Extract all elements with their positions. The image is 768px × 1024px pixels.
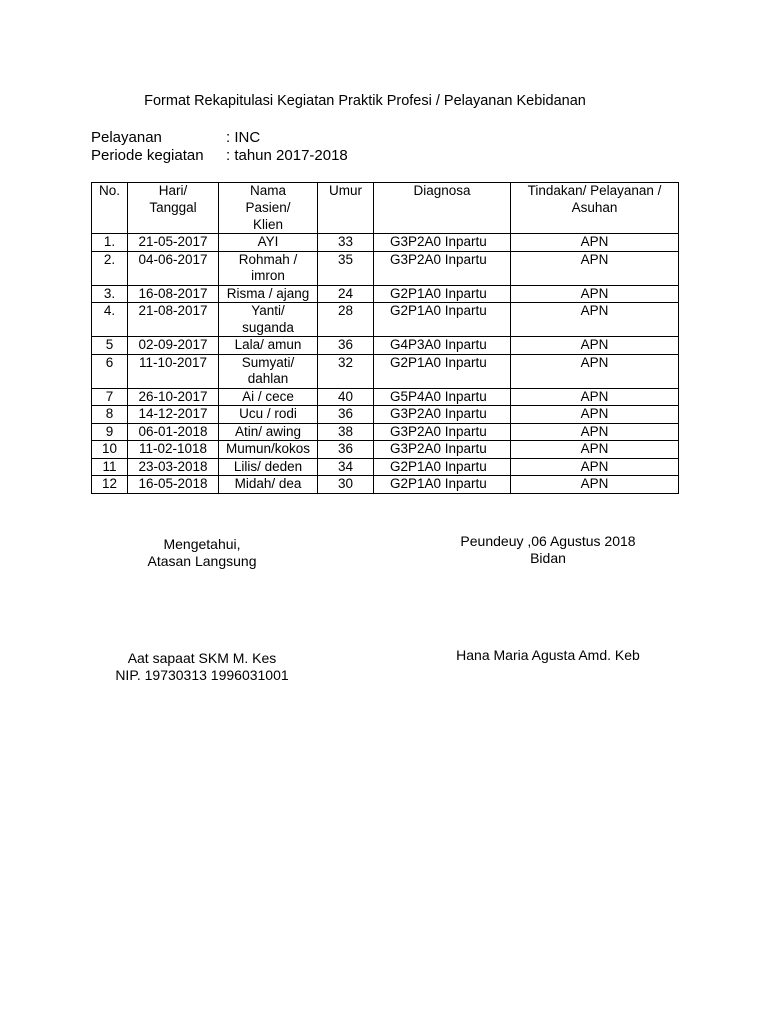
pelayanan-label: Pelayanan — [91, 129, 162, 146]
cell-diagnosa: G3P2A0 Inpartu — [374, 406, 511, 424]
cell-umur: 40 — [318, 388, 374, 406]
cell-no: 3. — [92, 285, 128, 303]
cell-no: 4. — [92, 303, 128, 337]
cell-tindakan: APN — [511, 458, 679, 476]
cell-nama: Midah/ dea — [219, 476, 318, 494]
header-no: No. — [92, 183, 128, 234]
cell-tindakan: APN — [511, 476, 679, 494]
atasan-langsung-text: Atasan Langsung — [147, 553, 257, 569]
cell-umur: 24 — [318, 285, 374, 303]
cell-tindakan: APN — [511, 234, 679, 252]
cell-umur: 35 — [318, 251, 374, 285]
cell-tindakan: APN — [511, 354, 679, 388]
document-title: Format Rekapitulasi Kegiatan Praktik Profesi / Pelayanan Kebidanan — [144, 93, 586, 109]
signature-left-heading — [102, 536, 302, 570]
table-row — [92, 234, 679, 252]
cell-tindakan: APN — [511, 406, 679, 424]
signature-right-name-block — [428, 647, 668, 664]
cell-tindakan: APN — [511, 423, 679, 441]
mengetahui-text: Mengetahui, — [163, 536, 241, 552]
cell-tanggal: 11-10-2017 — [128, 354, 219, 388]
pelayanan-value: : INC — [226, 129, 261, 146]
header-diagnosa: Diagnosa — [374, 183, 511, 234]
cell-diagnosa: G5P4A0 Inpartu — [374, 388, 511, 406]
table-row — [92, 285, 679, 303]
table-row — [92, 388, 679, 406]
cell-diagnosa: G3P2A0 Inpartu — [374, 441, 511, 459]
table-row — [92, 476, 679, 494]
cell-umur: 36 — [318, 441, 374, 459]
cell-umur: 28 — [318, 303, 374, 337]
cell-nama: Ai / cece — [219, 388, 318, 406]
cell-no: 10 — [92, 441, 128, 459]
cell-diagnosa: G3P2A0 Inpartu — [374, 423, 511, 441]
cell-nama: Lilis/ deden — [219, 458, 318, 476]
cell-no: 12 — [92, 476, 128, 494]
header-hari-tanggal: Hari/ Tanggal — [128, 183, 219, 234]
cell-nama: Rohmah / imron — [219, 251, 318, 285]
atasan-nip: NIP. 19730313 1996031001 — [115, 667, 289, 683]
cell-diagnosa: G2P1A0 Inpartu — [374, 458, 511, 476]
cell-tanggal: 04-06-2017 — [128, 251, 219, 285]
cell-tindakan: APN — [511, 441, 679, 459]
cell-umur: 36 — [318, 406, 374, 424]
cell-tanggal: 06-01-2018 — [128, 423, 219, 441]
cell-no: 9 — [92, 423, 128, 441]
table-row — [92, 423, 679, 441]
cell-nama: Atin/ awing — [219, 423, 318, 441]
table-row — [92, 354, 679, 388]
cell-tanggal: 26-10-2017 — [128, 388, 219, 406]
atasan-name: Aat sapaat SKM M. Kes — [127, 650, 277, 666]
cell-diagnosa: G2P1A0 Inpartu — [374, 285, 511, 303]
cell-tanggal: 21-08-2017 — [128, 303, 219, 337]
header-nama-pasien: Nama Pasien/ Klien — [219, 183, 318, 234]
cell-nama: Risma / ajang — [219, 285, 318, 303]
cell-umur: 34 — [318, 458, 374, 476]
cell-tanggal: 11-02-1018 — [128, 441, 219, 459]
cell-tanggal: 16-08-2017 — [128, 285, 219, 303]
table-row — [92, 441, 679, 459]
header-tindakan: Tindakan/ Pelayanan / Asuhan — [511, 183, 679, 234]
cell-umur: 30 — [318, 476, 374, 494]
cell-umur: 32 — [318, 354, 374, 388]
cell-umur: 33 — [318, 234, 374, 252]
cell-nama: AYI — [219, 234, 318, 252]
table-row — [92, 303, 679, 337]
table-header-row — [92, 183, 679, 234]
table-row — [92, 406, 679, 424]
cell-diagnosa: G3P2A0 Inpartu — [374, 251, 511, 285]
cell-no: 2. — [92, 251, 128, 285]
cell-diagnosa: G2P1A0 Inpartu — [374, 476, 511, 494]
cell-nama: Sumyati/ dahlan — [219, 354, 318, 388]
cell-tanggal: 23-03-2018 — [128, 458, 219, 476]
cell-tanggal: 21-05-2017 — [128, 234, 219, 252]
cell-umur: 38 — [318, 423, 374, 441]
cell-tanggal: 02-09-2017 — [128, 337, 219, 355]
rekap-table — [91, 182, 679, 494]
place-date-text: Peundeuy ,06 Agustus 2018 — [460, 533, 636, 549]
periode-label: Periode kegiatan — [91, 147, 204, 164]
cell-tanggal: 14-12-2017 — [128, 406, 219, 424]
cell-no: 1. — [92, 234, 128, 252]
meta-pelayanan — [91, 129, 260, 147]
cell-no: 11 — [92, 458, 128, 476]
cell-diagnosa: G3P2A0 Inpartu — [374, 234, 511, 252]
table-row — [92, 251, 679, 285]
cell-no: 8 — [92, 406, 128, 424]
cell-nama: Mumun/kokos — [219, 441, 318, 459]
bidan-text: Bidan — [530, 550, 566, 566]
cell-diagnosa: G2P1A0 Inpartu — [374, 303, 511, 337]
signature-left-name-block — [102, 650, 302, 684]
cell-diagnosa: G2P1A0 Inpartu — [374, 354, 511, 388]
cell-tindakan: APN — [511, 337, 679, 355]
cell-umur: 36 — [318, 337, 374, 355]
cell-tanggal: 16-05-2018 — [128, 476, 219, 494]
table-body — [92, 234, 679, 494]
bidan-name: Hana Maria Agusta Amd. Keb — [456, 647, 640, 663]
meta-periode — [91, 147, 348, 165]
header-umur: Umur — [318, 183, 374, 234]
periode-value: : tahun 2017-2018 — [226, 147, 348, 164]
table-row — [92, 458, 679, 476]
signature-right-heading — [428, 533, 668, 567]
cell-tindakan: APN — [511, 251, 679, 285]
cell-nama: Lala/ amun — [219, 337, 318, 355]
cell-tindakan: APN — [511, 285, 679, 303]
cell-diagnosa: G4P3A0 Inpartu — [374, 337, 511, 355]
cell-nama: Ucu / rodi — [219, 406, 318, 424]
cell-no: 7 — [92, 388, 128, 406]
cell-tindakan: APN — [511, 303, 679, 337]
table-row — [92, 337, 679, 355]
cell-no: 6 — [92, 354, 128, 388]
cell-nama: Yanti/ suganda — [219, 303, 318, 337]
cell-no: 5 — [92, 337, 128, 355]
cell-tindakan: APN — [511, 388, 679, 406]
